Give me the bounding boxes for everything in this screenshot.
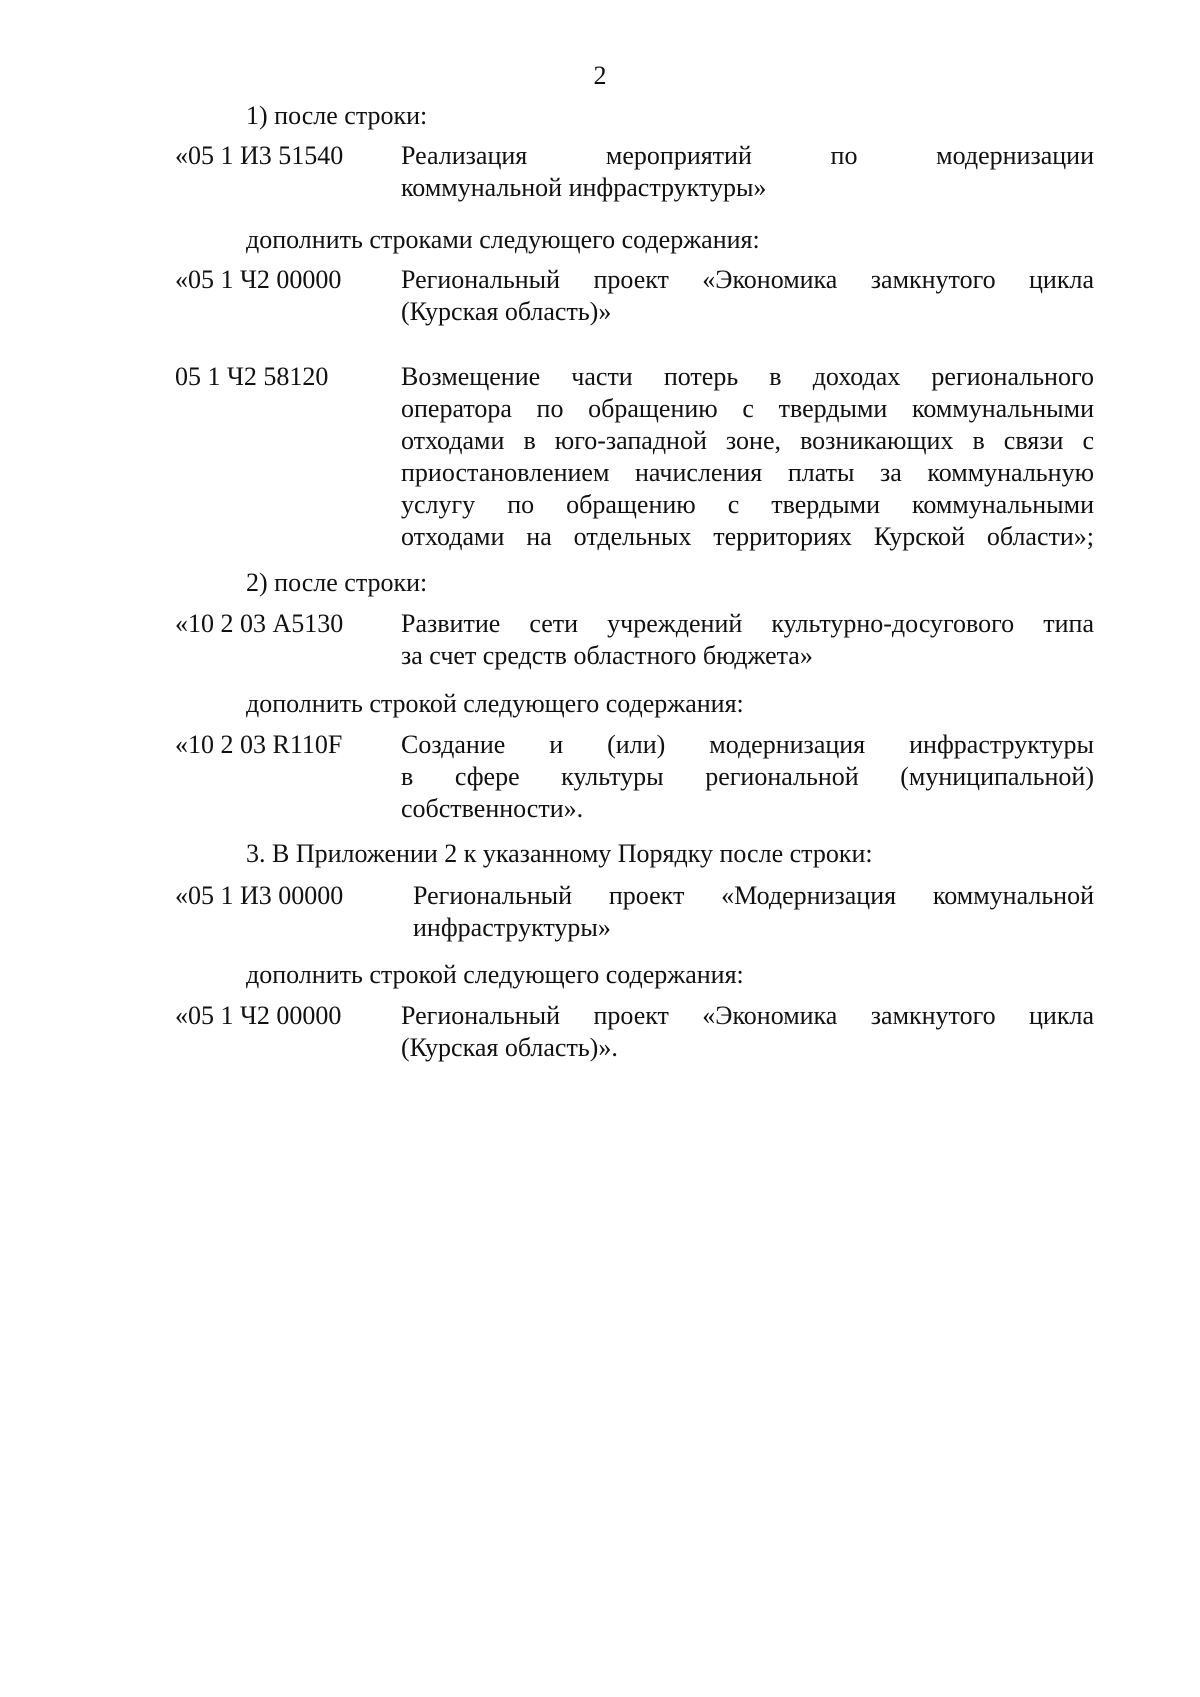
entry-description: [401, 264, 1094, 328]
entry-description: [401, 729, 1094, 825]
description-line: (Курская область)»: [401, 297, 612, 326]
description-line: в сфере культуры региональной (муниципальной): [401, 762, 1094, 791]
description-line: Региональный проект «Модернизация коммунальной: [413, 881, 1094, 910]
description-line: Региональный проект «Экономика замкнутого цикла: [401, 1001, 1094, 1030]
budget-code: «05 1 Ч2 00000: [175, 1001, 342, 1030]
description-line: Возмещение части потерь в доходах регионального: [401, 362, 1094, 391]
budget-code: «05 1 И3 00000: [175, 881, 344, 910]
description-line: Развитие сети учреждений культурно-досугового типа: [401, 609, 1094, 638]
entry-description: [413, 880, 1094, 944]
entry-description: [401, 361, 1094, 553]
entry-description: [401, 1000, 1094, 1064]
entry-description: [401, 140, 1094, 204]
description-line: Региональный проект «Экономика замкнутого цикла: [401, 265, 1094, 294]
description-line: оператора по обращению с твердыми коммунальными: [401, 394, 1094, 423]
instruction-paragraph: 1) после строки:: [246, 101, 428, 130]
instruction-paragraph: дополнить строкой следующего содержания:: [246, 960, 744, 989]
budget-code: 05 1 Ч2 58120: [175, 362, 329, 391]
instruction-paragraph: дополнить строками следующего содержания:: [246, 225, 760, 254]
description-line: отходами в юго-западной зоне, возникающих в связи с: [401, 426, 1094, 455]
description-line: услугу по обращению с твердыми коммунальными: [401, 490, 1094, 519]
description-line: приостановлением начисления платы за коммунальную: [401, 458, 1094, 487]
description-line: (Курская область)».: [401, 1033, 618, 1062]
budget-code: «10 2 03 А5130: [175, 609, 344, 638]
instruction-paragraph: 2) после строки:: [246, 568, 428, 597]
instruction-paragraph: 3. В Приложении 2 к указанному Порядку после строки:: [246, 839, 873, 868]
description-line: коммунальной инфраструктуры»: [401, 173, 767, 202]
instruction-paragraph: дополнить строкой следующего содержания:: [246, 689, 744, 718]
page-number: 2: [593, 61, 607, 90]
description-line: за счет средств областного бюджета»: [401, 641, 813, 670]
description-line: Создание и (или) модернизация инфраструктуры: [401, 730, 1094, 759]
budget-code: «05 1 И3 51540: [175, 141, 344, 170]
description-line: отходами на отдельных территориях Курской области»;: [401, 522, 1094, 551]
entry-description: [401, 608, 1094, 672]
budget-code: «05 1 Ч2 00000: [175, 265, 342, 294]
description-line: инфраструктуры»: [413, 913, 611, 942]
description-line: Реализация мероприятий по модернизации: [401, 141, 1094, 170]
description-line: собственности».: [401, 794, 584, 823]
budget-code: «10 2 03 R110F: [175, 730, 343, 759]
